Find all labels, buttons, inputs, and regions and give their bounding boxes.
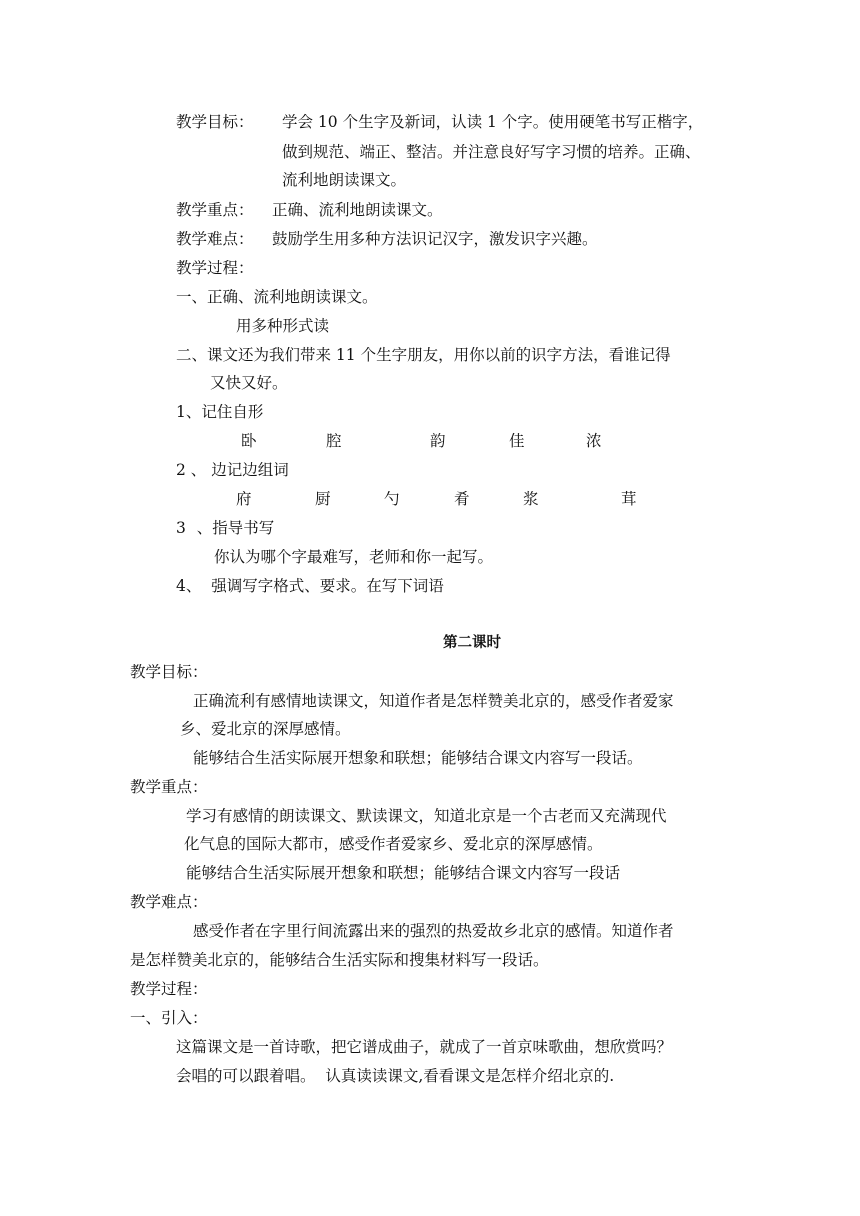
key-label: 教学重点： [176, 201, 254, 219]
goal2-line-1: 正确流利有感情地读课文，知道作者是怎样赞美北京的，感受作者爱家 [193, 692, 674, 710]
char-row2-3: 勺 [384, 490, 400, 508]
key-label-2: 教学重点： [130, 778, 208, 796]
item-2: 2 、 边记边组词 [176, 461, 289, 479]
char-row1-3: 韵 [430, 432, 446, 450]
char-row2-1: 府 [236, 490, 252, 508]
process-label-2: 教学过程： [130, 980, 208, 998]
goal-line-2: 做到规范、端正、整洁。并注意良好写字习惯的培养。正确、 [282, 143, 701, 161]
difficulty-label: 教学难点： [176, 230, 254, 248]
intro-label: 一、引入： [130, 1009, 208, 1027]
step-2-line-1: 二、课文还为我们带来 11 个生字朋友，用你以前的识字方法，看谁记得 [176, 346, 671, 364]
goal-label-2: 教学目标： [130, 663, 208, 681]
char-row1-1: 卧 [241, 432, 257, 450]
item-4: 4、 强调写字格式、要求。在写下词语 [176, 577, 444, 595]
char-row2-2: 厨 [315, 490, 331, 508]
char-row1-2: 腔 [326, 432, 342, 450]
key-text: 正确、流利地朗读课文。 [272, 201, 443, 219]
goal-label: 教学目标： [176, 113, 254, 131]
intro-line-2: 会唱的可以跟着唱。 认真读读课文,看看课文是怎样介绍北京的. [176, 1067, 615, 1085]
diff2-line-1: 感受作者在字里行间流露出来的强烈的热爱故乡北京的感情。知道作者 [193, 922, 674, 940]
key2-line-2: 化气息的国际大都市，感受作者爱家乡、爱北京的深厚感情。 [184, 835, 603, 853]
process-label: 教学过程： [176, 259, 254, 277]
char-row2-6: 茸 [621, 490, 637, 508]
step-1-sub: 用多种形式读 [236, 317, 330, 335]
goal-line-3: 流利地朗读课文。 [282, 171, 407, 189]
difficulty-text: 鼓励学生用多种方法识记汉字，激发识字兴趣。 [272, 230, 598, 248]
difficulty-label-2: 教学难点： [130, 893, 208, 911]
step-1: 一、正确、流利地朗读课文。 [176, 288, 378, 306]
char-row2-5: 浆 [523, 490, 539, 508]
section-title: 第二课时 [443, 635, 501, 651]
goal2-line-2: 乡、爱北京的深厚感情。 [180, 720, 351, 738]
goal-line-1: 学会 10 个生字及新词，认读 1 个字。使用硬笔书写正楷字， [282, 113, 704, 131]
char-row2-4: 肴 [454, 490, 470, 508]
char-row1-4: 佳 [509, 432, 525, 450]
item-1: 1、记住自形 [176, 403, 264, 421]
goal2-line-3: 能够结合生活实际展开想象和联想；能够结合课文内容写一段话。 [193, 749, 643, 767]
char-row1-5: 浓 [586, 432, 602, 450]
item-3-sub: 你认为哪个字最难写，老师和你一起写。 [214, 548, 494, 566]
intro-line-1: 这篇课文是一首诗歌，把它谱成曲子，就成了一首京味歌曲，想欣赏吗？ [176, 1038, 673, 1056]
key2-line-3: 能够结合生活实际展开想象和联想；能够结合课文内容写一段话 [186, 864, 621, 882]
diff2-line-2: 是怎样赞美北京的，能够结合生活实际和搜集材料写一段话。 [130, 951, 549, 969]
item-3: 3 、指导书写 [176, 519, 275, 537]
step-2-line-2: 又快又好。 [210, 374, 288, 392]
key2-line-1: 学习有感情的朗读课文、默读课文，知道北京是一个古老而又充满现代 [186, 807, 667, 825]
